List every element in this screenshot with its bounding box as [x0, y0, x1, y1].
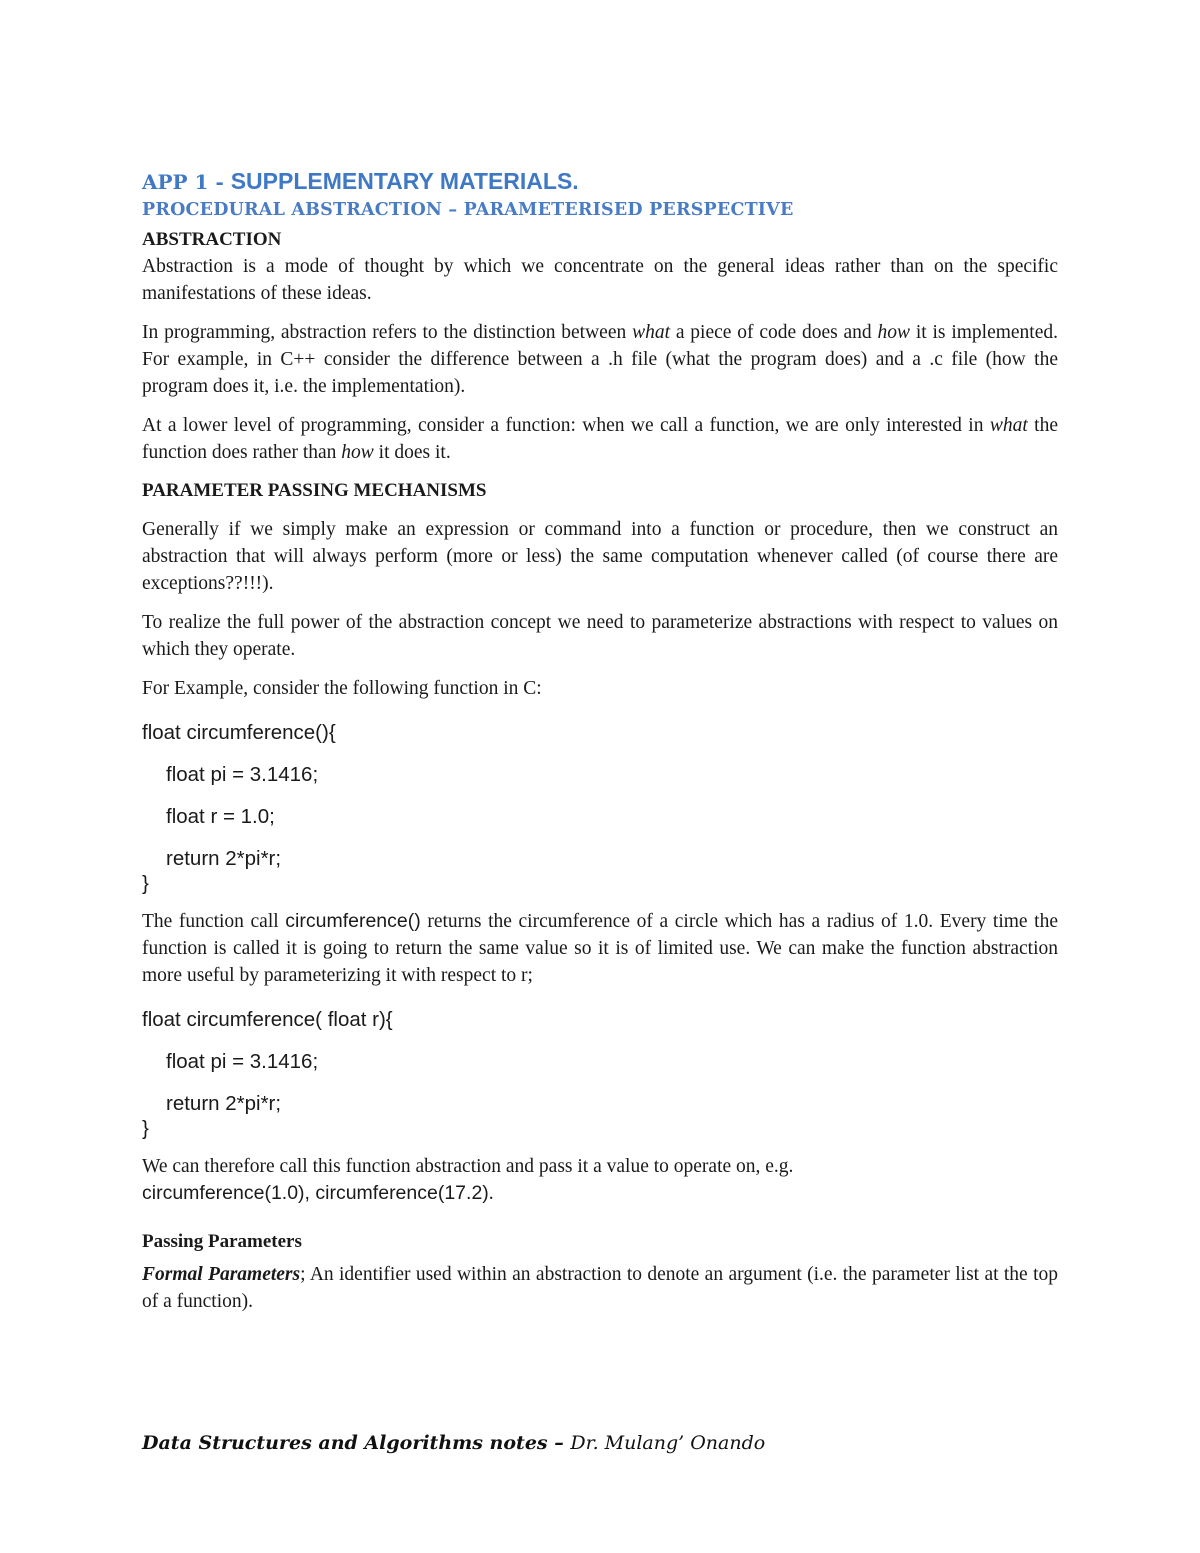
abstraction-heading: ABSTRACTION: [142, 229, 282, 250]
abstraction-para-2: In programming, abstraction refers to the distinction between what a piece of code does and how it is implemented. For example, in C++ consider the difference between a .h file (what the program does) and a .c file (how the program does it, i.e. the implementation).: [142, 322, 1058, 397]
page-footer: [142, 1432, 765, 1454]
appendix-title-text: SUPPLEMENTARY MATERIALS.: [230, 168, 579, 194]
abstraction-para-1: Abstraction is a mode of thought by which we concentrate on the general ideas rather than on the specific manifestations of these ideas.: [142, 256, 1058, 304]
parameter-passing-para-2: To realize the full power of the abstraction concept we need to parameterize abstractions with respect to values on which they operate.: [142, 612, 1058, 660]
passing-parameters-heading: Passing Parameters: [142, 1231, 302, 1252]
code-line: }: [142, 1117, 149, 1140]
document-page: [142, 166, 1058, 1315]
appendix-prefix: APP 1 -: [142, 170, 231, 194]
abstraction-para-3: At a lower level of programming, consider a function: when we call a function, we are only interested in what the function does rather than how it does it.: [142, 415, 1058, 463]
parameter-passing-heading: PARAMETER PASSING MECHANISMS: [142, 480, 487, 501]
code-line: float pi = 3.1416;: [166, 1050, 319, 1073]
footer-course: Data Structures and Algorithms notes –: [142, 1432, 571, 1454]
formal-parameters-definition: Formal Parameters; An identifier used within an abstraction to denote an argument (i.e. the parameter list at the top of a function).: [142, 1264, 1058, 1312]
section-subtitle: PROCEDURAL ABSTRACTION – PARAMETERISED PERSPECTIVE: [142, 200, 794, 220]
code-line: float circumference(){: [142, 721, 336, 744]
code-line: return 2*pi*r;: [166, 847, 282, 870]
code-line: }: [142, 872, 149, 895]
code-line: float pi = 3.1416;: [166, 763, 319, 786]
code-line: float circumference( float r){: [142, 1008, 393, 1031]
footer-author: Dr. Mulang’ Onando: [570, 1432, 766, 1454]
parameter-passing-para-1: Generally if we simply make an expression or command into a function or procedure, then we construct an abstraction that will always perform (more or less) the same computation whenever called (of course there are exceptions??!!!).: [142, 519, 1058, 594]
appendix-title: [142, 166, 1058, 197]
parameter-passing-para-5: We can therefore call this function abstraction and pass it a value to operate on, e.g. circumference(1.0), circumference(17.2).: [142, 1156, 794, 1204]
parameter-passing-para-3: For Example, consider the following function in C:: [142, 678, 542, 699]
code-line: float r = 1.0;: [166, 805, 275, 828]
code-block-1: [142, 712, 1058, 896]
parameter-passing-para-4: The function call circumference() returns the circumference of a circle which has a radius of 1.0. Every time the function is called it is going to return the same value so it is of limited use. We can make the function abstraction more useful by parameterizing it with respect to r;: [142, 910, 1059, 986]
code-block-2: [142, 999, 1058, 1141]
code-line: return 2*pi*r;: [166, 1092, 282, 1115]
